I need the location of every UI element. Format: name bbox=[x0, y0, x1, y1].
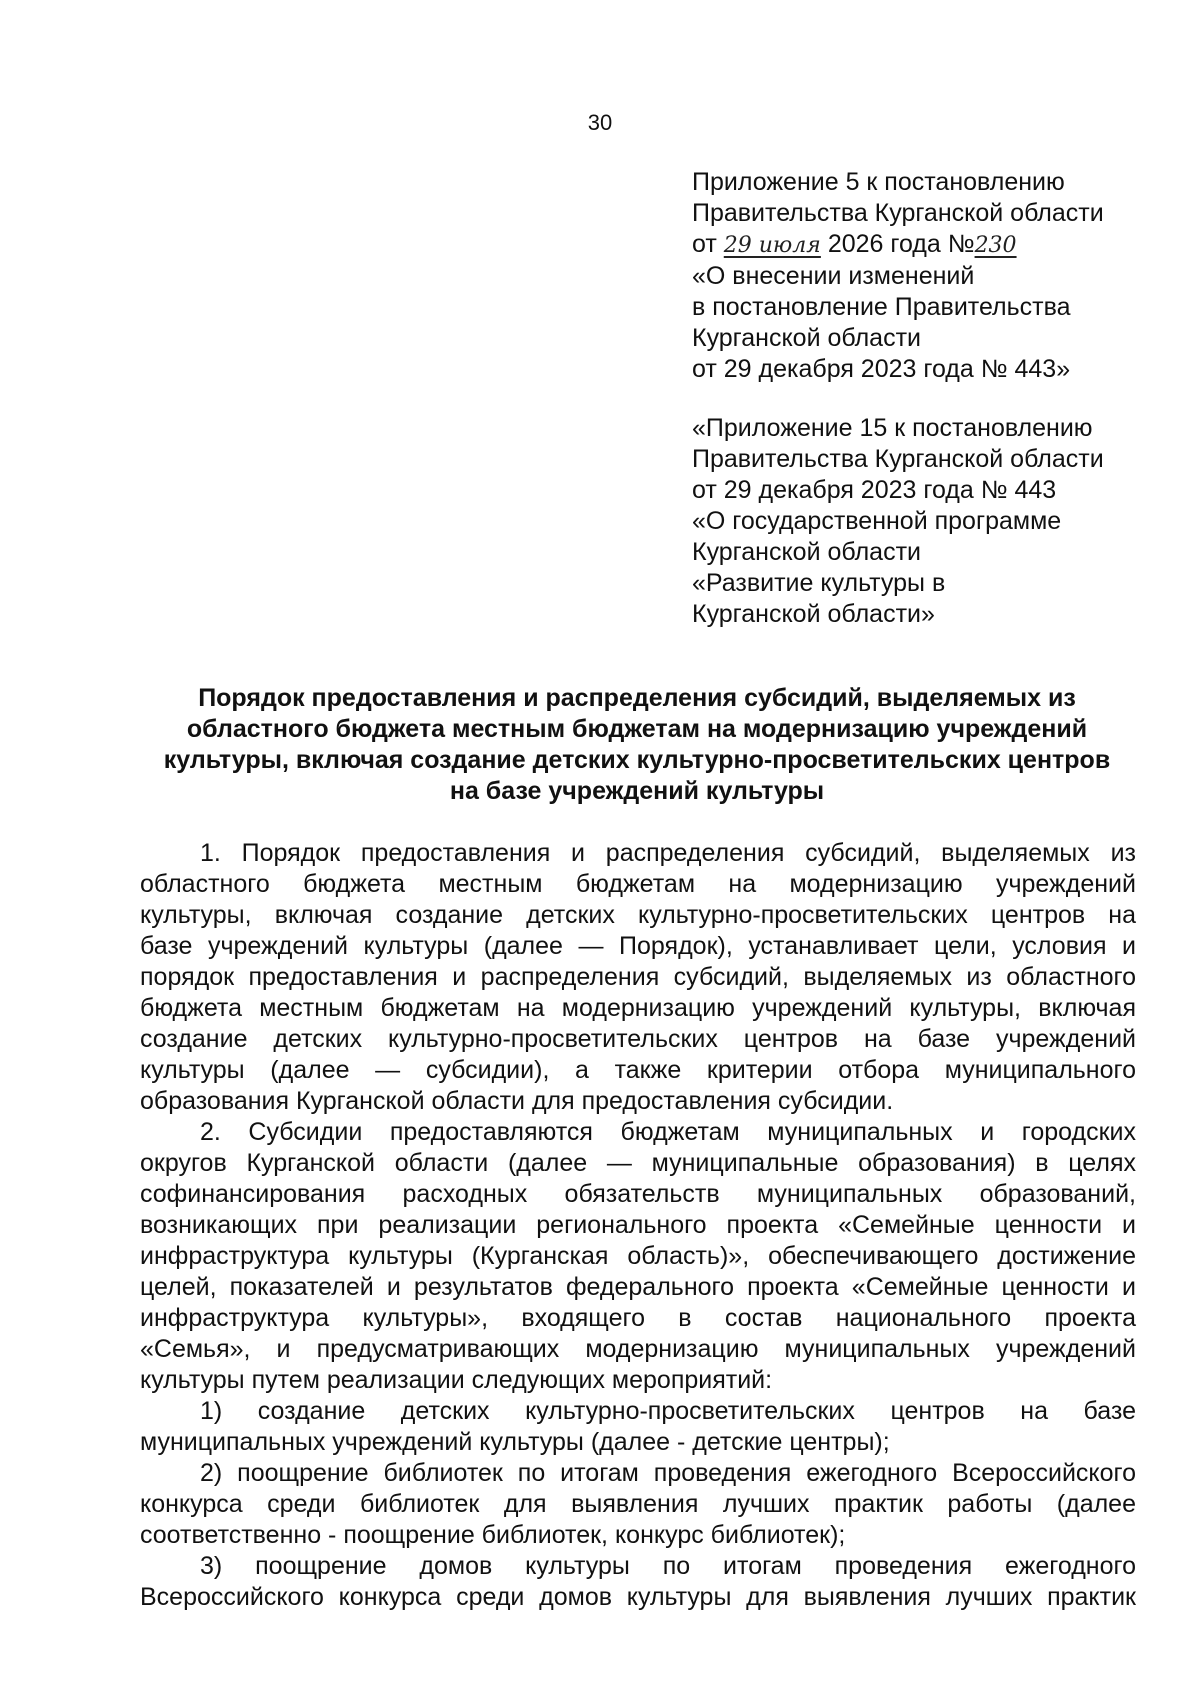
paragraph-line: инфраструктура культуры (Курганская область)», обеспечивающего достижение bbox=[140, 1242, 1136, 1270]
title-line: на базе учреждений культуры bbox=[449, 777, 825, 805]
appendix-5-line: «О внесении изменений bbox=[692, 262, 975, 290]
paragraph-line: культуры путем реализации следующих мероприятий: bbox=[140, 1366, 773, 1394]
handwritten-date: 29 июля bbox=[723, 233, 821, 258]
paragraph-line: базе учреждений культуры (далее — Порядок), устанавливает цели, условия и bbox=[140, 932, 1136, 960]
paragraph-line: культуры (далее — субсидии), а также критерии отбора муниципального bbox=[140, 1056, 1136, 1084]
date-middle: 2026 года № bbox=[820, 230, 975, 258]
paragraph-line: Всероссийского конкурса среди домов культуры для выявления лучших практик bbox=[140, 1583, 1136, 1611]
appendix-5-header bbox=[692, 167, 1162, 385]
paragraph-line: 2. Субсидии предоставляются бюджетам муниципальных и городских bbox=[200, 1118, 1136, 1146]
paragraph-line: округов Курганской области (далее — муниципальные образования) в целях bbox=[140, 1149, 1136, 1177]
appendix-5-line: Приложение 5 к постановлению bbox=[692, 168, 1065, 196]
paragraph-line: бюджета местным бюджетам на модернизацию учреждений культуры, включая bbox=[140, 994, 1136, 1022]
appendix-5-line: в постановление Правительства bbox=[692, 293, 1071, 321]
paragraph-line: «Семья», и предусматривающих модернизацию муниципальных учреждений bbox=[140, 1335, 1136, 1363]
paragraph-1 bbox=[140, 838, 1136, 1117]
appendix-5-line: от 29 декабря 2023 года № 443» bbox=[692, 355, 1071, 383]
appendix-15-header bbox=[692, 413, 1162, 630]
paragraph-line: порядок предоставления и распределения субсидий, выделяемых из областного bbox=[140, 963, 1136, 991]
appendix-5-date-line bbox=[692, 229, 1162, 261]
document-title bbox=[138, 683, 1136, 807]
list-item-3 bbox=[140, 1551, 1136, 1613]
appendix-15-line: «О государственной программе bbox=[692, 507, 1062, 535]
paragraph-line: 1) создание детских культурно-просветительских центров на базе bbox=[200, 1397, 1136, 1425]
handwritten-number: 230 bbox=[974, 233, 1017, 258]
page-number: 30 bbox=[587, 110, 613, 135]
title-line: областного бюджета местным бюджетам на модернизацию учреждений bbox=[186, 715, 1088, 743]
appendix-15-line: Курганской области» bbox=[692, 600, 935, 628]
paragraph-line: культуры, включая создание детских культурно-просветительских центров на bbox=[140, 901, 1136, 929]
appendix-5-line: Правительства Курганской области bbox=[692, 199, 1104, 227]
paragraph-line: муниципальных учреждений культуры (далее - детские центры); bbox=[140, 1428, 890, 1456]
list-item-1 bbox=[140, 1396, 1136, 1458]
paragraph-line: областного бюджета местным бюджетам на модернизацию учреждений bbox=[140, 870, 1136, 898]
document-body bbox=[140, 838, 1136, 1613]
paragraph-2 bbox=[140, 1117, 1136, 1396]
title-line: культуры, включая создание детских культурно-просветительских центров bbox=[163, 746, 1111, 774]
paragraph-line: создание детских культурно-просветительских центров на базе учреждений bbox=[140, 1025, 1136, 1053]
paragraph-line: конкурса среди библиотек для выявления лучших практик работы (далее bbox=[140, 1490, 1136, 1518]
paragraph-line: образования Курганской области для предоставления субсидии. bbox=[140, 1087, 894, 1115]
date-prefix: от bbox=[692, 230, 724, 258]
paragraph-line: соответственно - поощрение библиотек, конкурс библиотек); bbox=[140, 1521, 846, 1549]
paragraph-line: софинансирования расходных обязательств муниципальных образований, bbox=[140, 1180, 1136, 1208]
appendix-15-line: «Приложение 15 к постановлению bbox=[692, 414, 1093, 442]
paragraph-line: 2) поощрение библиотек по итогам проведения ежегодного Всероссийского bbox=[200, 1459, 1136, 1487]
paragraph-line: инфраструктура культуры», входящего в состав национального проекта bbox=[140, 1304, 1136, 1332]
appendix-15-line: от 29 декабря 2023 года № 443 bbox=[692, 476, 1057, 504]
appendix-15-line: Правительства Курганской области bbox=[692, 445, 1104, 473]
paragraph-line: 1. Порядок предоставления и распределения субсидий, выделяемых из bbox=[200, 839, 1136, 867]
title-line: Порядок предоставления и распределения субсидий, выделяемых из bbox=[198, 684, 1076, 712]
list-item-2 bbox=[140, 1458, 1136, 1551]
paragraph-line: возникающих при реализации регионального проекта «Семейные ценности и bbox=[140, 1211, 1136, 1239]
appendix-15-line: Курганской области bbox=[692, 538, 922, 566]
paragraph-line: 3) поощрение домов культуры по итогам проведения ежегодного bbox=[200, 1552, 1136, 1580]
appendix-15-line: «Развитие культуры в bbox=[692, 569, 946, 597]
paragraph-line: целей, показателей и результатов федерального проекта «Семейные ценности и bbox=[140, 1273, 1136, 1301]
appendix-5-line: Курганской области bbox=[692, 324, 922, 352]
